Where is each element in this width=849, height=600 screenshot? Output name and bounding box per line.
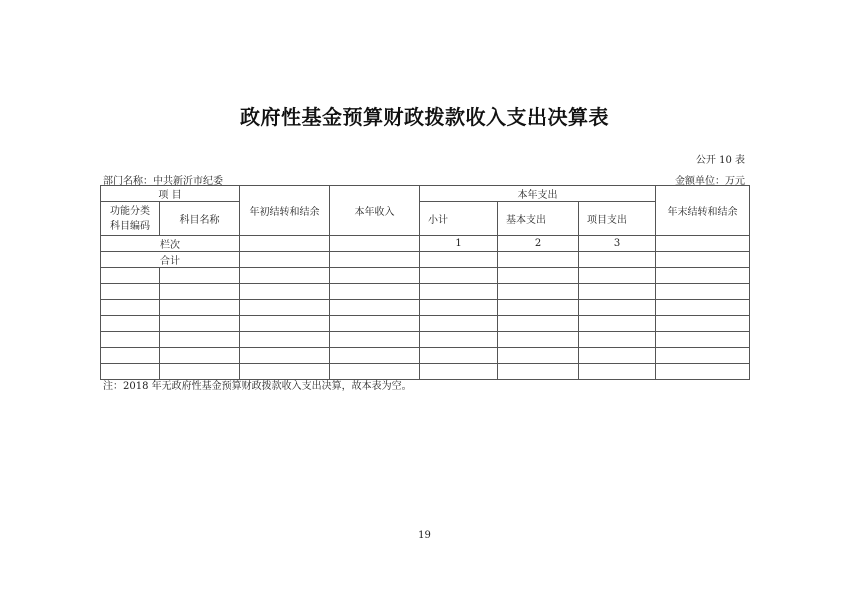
table-cell [498,316,579,332]
table-cell [498,268,579,284]
table-cell [420,300,498,316]
budget-table [100,185,750,380]
table-cell [240,332,330,348]
table-row [101,300,750,316]
report-title: 政府性基金预算财政拨款收入支出决算表 [240,105,609,129]
header-expenditure: 本年支出 [420,186,656,202]
table-cell [656,348,750,364]
header-row-1 [101,186,750,202]
table-cell [101,284,160,300]
line-number-label: 栏次 [101,236,240,252]
table-cell [330,284,420,300]
table-cell [160,300,240,316]
department-name: 部门名称：中共新沂市纪委 [103,176,223,187]
table-number: 公开 10 表 [695,155,745,166]
table-cell [330,348,420,364]
table-cell [330,300,420,316]
table-cell [498,332,579,348]
table-cell [579,300,656,316]
table-cell [656,252,750,268]
table-cell [240,348,330,364]
table-cell [656,268,750,284]
header-income: 本年收入 [330,186,420,236]
table-row [101,316,750,332]
table-cell [330,316,420,332]
table-cell [101,332,160,348]
table-cell [240,236,330,252]
table-cell [498,364,579,380]
table-cell [160,284,240,300]
table-cell [240,316,330,332]
table-cell [330,236,420,252]
table-cell [656,236,750,252]
table-cell [498,348,579,364]
table-cell [656,332,750,348]
table-cell [498,284,579,300]
line-number-3: 3 [579,236,656,252]
table-cell [330,332,420,348]
table-cell [240,268,330,284]
total-label: 合计 [101,252,240,268]
table-cell [420,284,498,300]
table-cell [656,364,750,380]
table-cell [160,332,240,348]
header-subject-name: 科目名称 [160,202,240,236]
header-project: 项目支出 [579,202,656,236]
header-subtotal: 小计 [420,202,498,236]
table-cell [160,316,240,332]
header-func-code: 功能分类 科目编码 [101,202,160,236]
table-row [101,284,750,300]
header-end-balance: 年末结转和结余 [656,186,750,236]
table-cell [579,268,656,284]
table-cell [579,364,656,380]
table-cell [101,348,160,364]
total-row [101,252,750,268]
table-cell [330,252,420,268]
header-item: 项 目 [101,186,240,202]
table-cell [240,252,330,268]
table-cell [101,300,160,316]
table-cell [420,252,498,268]
table-cell [160,268,240,284]
table-cell [420,316,498,332]
table-cell [330,268,420,284]
table-cell [656,316,750,332]
table-row [101,268,750,284]
footnote: 注：2018 年无政府性基金预算财政拨款收入支出决算，故本表为空。 [103,381,412,392]
table-cell [498,252,579,268]
table-cell [656,300,750,316]
header-basic: 基本支出 [498,202,579,236]
table-cell [420,348,498,364]
amount-unit: 金额单位：万元 [675,176,745,187]
table-cell [420,364,498,380]
table-cell [420,268,498,284]
table-cell [420,332,498,348]
table-row [101,332,750,348]
page-number: 19 [418,530,431,541]
table-cell [579,332,656,348]
table-cell [579,252,656,268]
line-number-row [101,236,750,252]
table-cell [240,300,330,316]
table-cell [101,268,160,284]
table-cell [579,284,656,300]
line-number-1: 1 [420,236,498,252]
table-cell [240,284,330,300]
table-cell [498,300,579,316]
line-number-2: 2 [498,236,579,252]
table-cell [579,348,656,364]
table-cell [160,348,240,364]
header-row-2 [101,202,750,236]
table-cell [656,284,750,300]
table-row [101,348,750,364]
header-begin-balance: 年初结转和结余 [240,186,330,236]
table-cell [579,316,656,332]
table-cell [101,316,160,332]
